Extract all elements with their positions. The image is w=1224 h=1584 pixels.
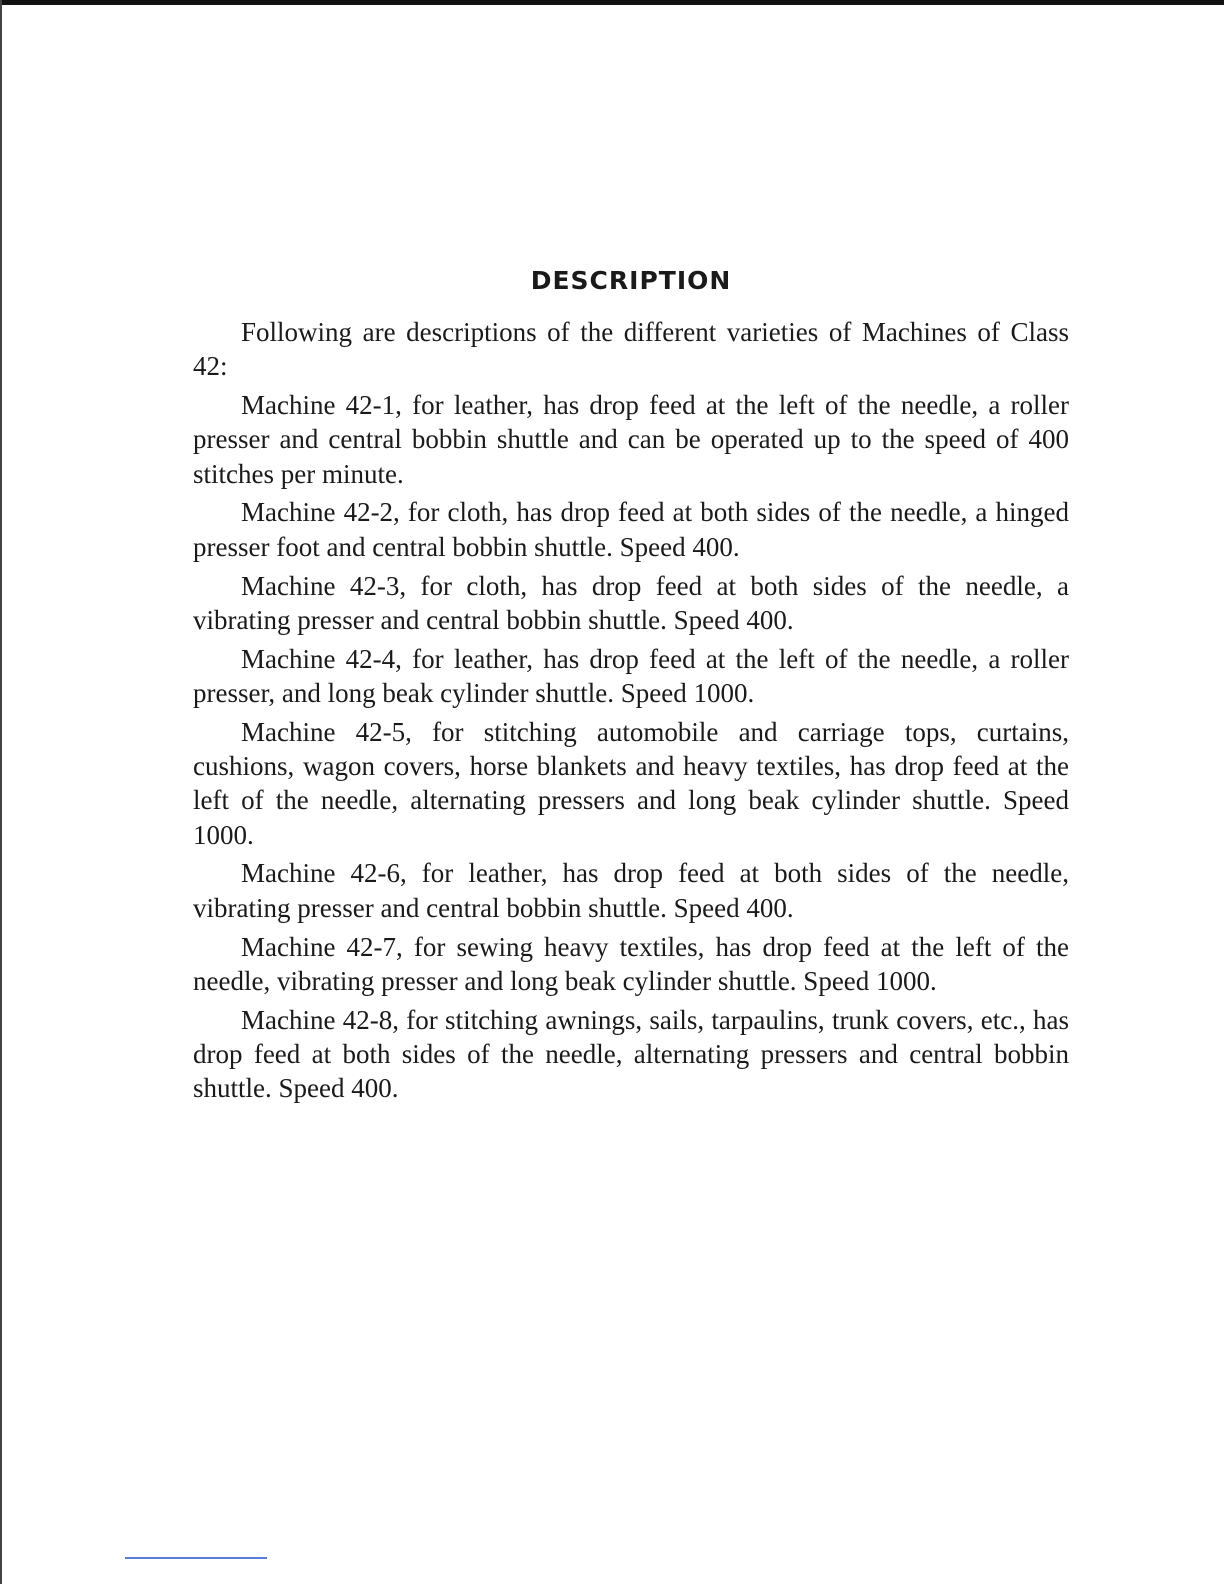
machine-42-4-description: Machine 42-4, for leather, has drop feed at the left of the needle, a roller presser, and long beak cylinder shuttle. Speed 1000. [193, 643, 1069, 708]
machine-42-2-description: Machine 42-2, for cloth, has drop feed at both sides of the needle, a hinged presser foot and central bobbin shuttle. Speed 400. [193, 497, 1069, 562]
page-heading: DESCRIPTION [530, 266, 732, 295]
machine-42-8-description: Machine 42-8, for stitching awnings, sails, tarpaulins, trunk covers, etc., has drop feed at both sides of the needle, alternating pressers and central bobbin shuttle. Speed 400. [193, 1004, 1069, 1104]
machine-42-6-description: Machine 42-6, for leather, has drop feed at both sides of the needle, vibrating presser and central bobbin shuttle. Speed 400. [193, 858, 1069, 923]
page-content [193, 266, 1069, 1110]
machine-42-5-description: Machine 42-5, for stitching automobile and carriage tops, curtains, cushions, wagon covers, horse blankets and heavy textiles, has drop feed at the left of the needle, alternating pressers and long beak cylinder shuttle. Speed 1000. [193, 716, 1069, 850]
scan-left-edge [0, 0, 2, 1584]
machine-42-1-description: Machine 42-1, for leather, has drop feed at the left of the needle, a roller presser and central bobbin shuttle and can be operated up to the speed of 400 stitches per minute. [193, 390, 1069, 489]
machine-42-7-description: Machine 42-7, for sewing heavy textiles, has drop feed at the left of the needle, vibrating presser and long beak cylinder shuttle. Speed 1000. [193, 931, 1069, 996]
machine-42-3-description: Machine 42-3, for cloth, has drop feed at both sides of the needle, a vibrating presser and central bobbin shuttle. Speed 400. [193, 570, 1069, 635]
scan-top-edge [0, 0, 1224, 5]
footer-rule [125, 1557, 267, 1559]
intro-paragraph: Following are descriptions of the different varieties of Machines of Class 42: [193, 317, 1069, 382]
